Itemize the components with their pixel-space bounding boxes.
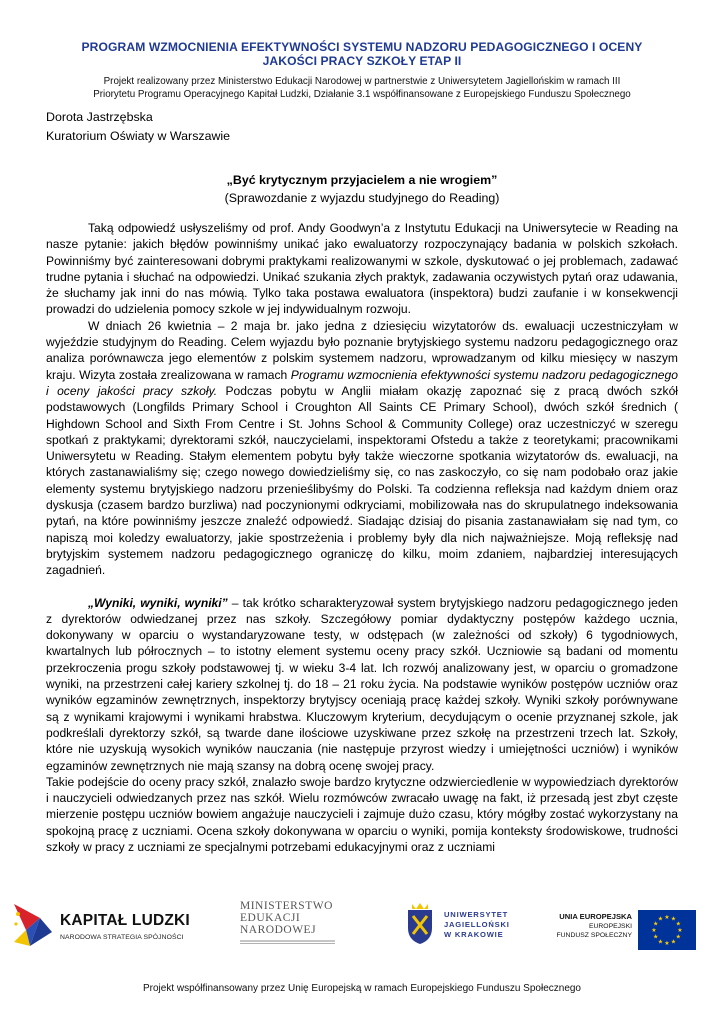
svg-text:★: ★ [677,927,683,934]
kapital-ludzki-star-icon [10,896,56,952]
paragraph-2-part-b: Podczas pobytu w Anglii miałam okazję zapoznać się z pracą dwóch szkół podstawowych (Longfilds Primary School i Croughton All Saints CE Primary School), dwóch szkół średnich ( Highdown School and Sixth From Centre i St. Johns School & Community College) oraz uczestniczyć w szeregu spotkań z praktykami; dyrektorami szkół, nauczycielami, inspektorami Ofstedu a także z teoretykami; pracownikami Uniwersytetu w Reading. Stałym elementem pobytu były także wieczorne spotkania wizytatorów ds. ewaluacji, na których zastanawialiśmy się; czego nowego dowiedzieliśmy się, co nas zaskoczyło, co się nam podobało oraz jakie elementy systemu brytyjskiego nadzoru przenieślibyśmy do Polski. Ta codzienna refleksja nad każdym dniem oraz dyskusja (czasem bardzo burzliwa) nad poczynionymi odkryciami, mobilizowała nas do skrupulatnego indeksowania pytań, na które powinniśmy jeszcze znaleźć odpowiedź. Siadając dzisiaj do pisania zastanawiałam się nad tym, co napiszą moi koledzy ewaluatorzy, jakie spostrzeżenia i problemy były dla nich najważniejsze. Moją refleksję nad brytyjskim systemem nadzoru pedagogicznego ograniczę do kilku, moim zdaniem, najbardziej interesujących zagadnień. [46,383,678,578]
paragraph-4: Takie podejście do oceny pracy szkół, znalazło swoje bardzo krytyczne odzwierciedlenie w wypowiedziach dyrektorów i nauczycieli odwiedzanych przez nas szkół. Wielu rozmówców zwracało uwagę na fakt, iż przesadą jest zbyt częste mierzenie postępu uczniów bowiem angażuje nauczycieli i zajmuje dużo czasu, który mógłby zostać wykorzystany na spokojną pracę z uczniami. Ocena szkoły dokonywana w oparciu o wyniki, pomija konteksty środowiskowe, trudności szkoły w pracy z uczniami ze specjalnymi potrzebami edukacyjnymi oraz z uczniami [46,774,678,854]
paragraph-2-part-a: W dniach 26 kwietnia – 2 maja br. jako jedna z dziesięciu wizytatorów ds. ewaluacji uczestniczyłam w wyjeździe studyjnym do Reading. Celem wyjazdu było poznanie brytyjskiego systemu nadzoru pedagogicznego oraz analiza porównawcza jego elementów z polskim systemem nadzoru, wprowadzanym od kilku miesięcy w naszym kraju. Wizyta została zrealizowana w ramach [46,318,678,382]
article-subtitle: (Sprawozdanie z wyjazdu studyjnego do Reading) [224,191,500,205]
svg-text:★: ★ [664,914,670,921]
svg-text:★: ★ [657,938,664,946]
article-body [46,220,678,855]
program-name-italic: Programu wzmocnienia efektywności systemu nadzoru pedagogicznego i oceny jakości pracy szkoły. [46,367,678,398]
ministerstwo-text [240,900,333,936]
uj-crest-icon [402,900,438,946]
author-name: Dorota Jastrzębska [46,110,153,124]
paragraph-3-text: – tak krótko scharakteryzował system brytyjskiego nadzoru pedagogicznego jeden z dyrektorów odwiedzanej przez nas szkoły. Szczegółowy pomiar dydaktyczny postępów każdego ucznia, dokonywany w oparciu o wystandaryzowane testy, w odstępach (w zależności od szkoły) 6 tygodniowych, kwartalnych lub półrocznych – to istotny element systemu oceny pracy szkół. Uczniowie są badani od momentu przekroczenia progu szkoły podstawowej tj. w wieku 3-4 lat. Ich rozwój analizowany jest, w oparciu o gromadzone wyniki, na przestrzeni całej kariery szkolnej tj. do 18 – 21 roku życia. Na podstawie wyników postępów uczniów oraz wyników egzaminów zewnętrznych, inspektorzy brytyjscy oceniają pracę każdej szkoły. Wyniki szkoły porównywane są z wynikami krajowymi i wynikami hrabstwa. Kluczowym kryterium, decydującym o ocenie przyznanej szkole, jak podkreślali dyrektorzy szkół, są twarde dane ilościowe uzyskiwane przez szkołę na przestrzeni trzech lat. Szkoły, które nie uzyskują wysokich wyników nauczania (nie następuje przyrost wiedzy i umiejętności uczniów) i wyników egzaminów zewnętrznych nie mają szansy na dobrą ocenę swojej pracy. [46,595,678,773]
svg-text:★: ★ [657,915,664,923]
uj-line-3: W KRAKOWIE [444,930,504,939]
svg-text:★: ★ [653,933,659,941]
ministerstwo-line-1: MINISTERSTWO [240,900,333,912]
uniwersytet-jagiellonski-logo [402,898,522,954]
eu-flag-icon [638,910,696,950]
uj-line-1: UNIWERSYTET [444,910,509,919]
article-title: „Być krytycznym przyjacielem a nie wrogiem” [226,173,498,187]
paragraph-3-lead: „Wyniki, wyniki, wyniki” [88,595,228,610]
author-block [46,108,230,146]
ministerstwo-line-2: EDUKACJI [240,912,301,924]
ue-subtitle [550,923,632,940]
svg-text:★: ★ [670,915,677,923]
document-header-title [20,40,704,68]
header-title-line-1: PROGRAM WZMOCNIENIA EFEKTYWNOŚCI SYSTEMU NADZORU PEDAGOGICZNEGO I OCENY [81,40,643,54]
svg-text:★: ★ [653,920,659,928]
article-heading [46,171,678,207]
author-institution: Kuratorium Oświaty w Warszawie [46,129,231,143]
header-title-line-2: JAKOŚCI PRACY SZKOŁY ETAP II [262,54,462,68]
kapital-ludzki-logo [10,896,190,952]
kapital-ludzki-name: KAPITAŁ LUDZKI [60,912,190,929]
ministerstwo-line-3: NARODOWEJ [240,924,317,936]
ue-title: UNIA EUROPEJSKA [559,912,632,921]
svg-text:★: ★ [675,933,681,941]
page-footer: Projekt współfinansowany przez Unię Europejską w ramach Europejskiego Funduszu Społecznego [142,983,581,994]
paragraph-3 [46,595,678,774]
uj-text [444,910,510,940]
svg-text:★: ★ [670,938,677,946]
svg-text:★: ★ [675,920,681,928]
ue-line-2: EUROPEJSKI [588,923,632,930]
ministerstwo-underline-icon [240,939,340,945]
svg-text:★: ★ [651,927,657,934]
paragraph-2 [46,318,678,579]
footer-logos [0,892,724,962]
header-subtitle-line-2: Priorytetu Programu Operacyjnego Kapitał Ludzki, Działanie 3.1 współfinansowane z Europejskiego Funduszu Społecznego [93,89,631,100]
svg-text:★: ★ [664,940,670,947]
ue-line-3: FUNDUSZ SPOŁECZNY [556,931,632,939]
ministerstwo-logo [240,900,340,956]
kapital-ludzki-tagline: NARODOWA STRATEGIA SPÓJNOŚCI [60,934,184,941]
unia-europejska-logo [550,904,716,954]
header-subtitle-line-1: Projekt realizowany przez Ministerstwo Edukacji Narodowej w partnerstwie z Uniwersytetem Jagiellońskim w ramach III [103,76,621,87]
document-header-subtitle [30,75,694,101]
uj-line-2: JAGIELLOŃSKI [444,920,510,929]
paragraph-1: Taką odpowiedź usłyszeliśmy od prof. Andy Goodwyn’a z Instytutu Edukacji na Uniwersytecie w Reading na nasze pytanie: jakich błędów powinniśmy unikać jako ewaluatorzy rozpoczynający badania w polskich szkołach. Powinniśmy być zainteresowani dobrymi praktykami realizowanymi w szkole, dyskutować o jej problemach, zadawać trudne pytania i słuchać na odpowiedzi. Unikać szukania złych praktyk, zadawania oczywistych pytań oraz udawania, że słuchamy jak inni do nas mówią. Tylko taka postawa ewaluatora (inspektora) budzi zaufanie i w konsekwencji prowadzi do udzielenia pomocy szkole w jej indywidualnym rozwoju. [46,221,678,317]
